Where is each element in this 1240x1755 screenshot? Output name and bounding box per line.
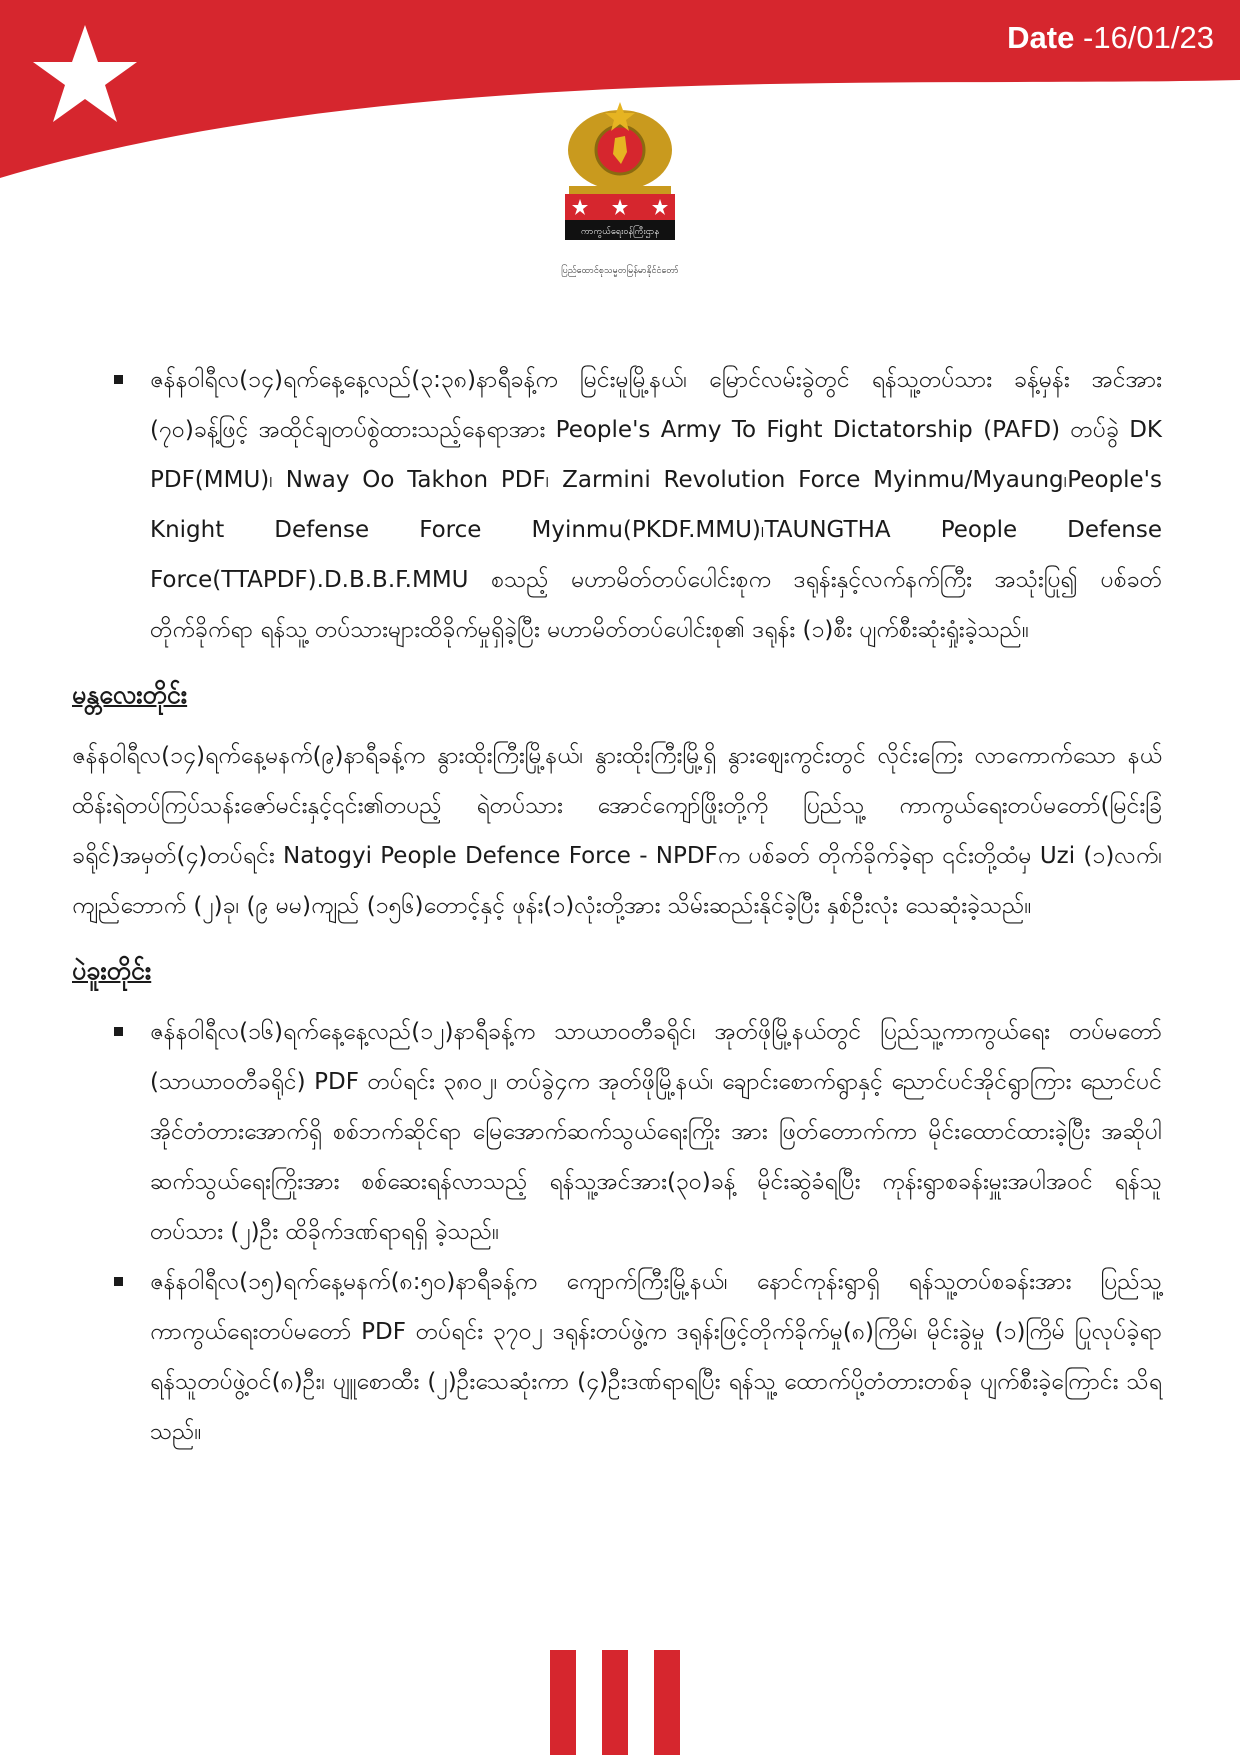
bullet-icon xyxy=(114,1277,123,1286)
bullet-icon xyxy=(114,1027,123,1036)
footer-stripe xyxy=(550,1650,576,1755)
bulletin-body xyxy=(72,355,1162,1457)
section-heading: မန္တလေးတိုင်း xyxy=(72,680,188,709)
bullet-icon xyxy=(114,375,123,384)
footer-stripe xyxy=(654,1650,680,1755)
ministry-emblem xyxy=(555,100,685,285)
list-item-text: ဇန်နဝါရီလ(၁၆)ရက်နေ့နေ့လည်(၁၂)နာရီခန့်က သာယာဝတီခရိုင်၊ အုတ်ဖိုမြို့နယ်တွင် ပြည်သူ့ကာကွယ်ရေး တပ်မတော် (သာယာဝတီခရိုင်) PDF တပ်ရင်း ၃၈၀၂၊ တပ်ခွဲ၄က အုတ်ဖိုမြို့နယ်၊ ချောင်းစောက်ရွာနှင့် ညောင်ပင်အိုင်ရွာကြား ညောင်ပင်အိုင်တံတားအောက်ရှိ စစ်ဘက်ဆိုင်ရာ မြေအောက်ဆက်သွယ်ရေးကြိုး အား ဖြတ်တောက်ကာ မိုင်းထောင်ထားခဲ့ပြီး အဆိုပါ ဆက်သွယ်ရေးကြိုးအား စစ်ဆေးရန်လာသည့် ရန်သူ့အင်အား(၃၀)ခန့် မိုင်းဆွဲခံရပြီး ကုန်းရွာစခန်းမှူးအပါအဝင် ရန်သူတပ်သား (၂)ဦး ထိခိုက်ဒဏ်ရာရရှိ ခဲ့သည်။ xyxy=(150,1019,1162,1245)
list-item xyxy=(72,1007,1162,1257)
footer-stripes xyxy=(550,1650,680,1755)
date-value: -16/01/23 xyxy=(1083,20,1214,55)
section-heading: ပဲခူးတိုင်း xyxy=(72,956,152,985)
emblem-caption: ပြည်ထောင်စုသမ္မတမြန်မာနိုင်ငံတော် xyxy=(561,266,679,276)
list-item-text: ဇန်နဝါရီလ(၁၄)ရက်နေ့နေ့လည်(၃:၃၈)နာရီခန့်က မြင်းမူမြို့နယ်၊ မြောင်လမ်းခွဲတွင် ရန်သူ့တပ်သား ခန့်မှန်း အင်အား (၇၀)ခန့်ဖြင့် အထိုင်ချတပ်စွဲထားသည့်နေရာအား People's Army To Fight Dictatorship (PAFD) တပ်ခွဲ DK PDF(MMU)၊ Nway Oo Takhon PDF၊ Zarmini Revolution Force Myinmu/Myaung၊People's Knight Defense Force Myinmu(PKDF.MMU)၊TAUNGTHA People Defense Force(TTAPDF).D.B.B.F.MMU စသည့် မဟာမိတ်တပ်ပေါင်းစုက ဒရုန်းနှင့်လက်နက်ကြီး အသုံးပြု၍ ပစ်ခတ်တိုက်ခိုက်ရာ ရန်သူ့ တပ်သားများထိခိုက်မှုရှိခဲ့ပြီး မဟာမိတ်တပ်ပေါင်းစု၏ ဒရုန်း (၁)စီး ပျက်စီးဆုံးရှုံးခဲ့သည်။ xyxy=(150,367,1162,643)
list-item xyxy=(72,1257,1162,1457)
date-label: Date xyxy=(1007,20,1075,55)
list-item xyxy=(72,355,1162,655)
footer-stripe xyxy=(602,1650,628,1755)
emblem-banner: ကာကွယ်ရေးဝန်ကြီးဌာန xyxy=(580,227,660,237)
date-line xyxy=(1007,20,1214,56)
list-item-text: ဇန်နဝါရီလ(၁၅)ရက်နေ့မနက်(၈:၅၀)နာရီခန့်က ကျောက်ကြီးမြို့နယ်၊ နောင်ကုန်းရွာရှိ ရန်သူ့တပ်စခန်းအား ပြည်သူ့ကာကွယ်ရေးတပ်မတော် PDF တပ်ရင်း ၃၇၀၂ ဒရုန်းတပ်ဖွဲ့က ဒရုန်းဖြင့်တိုက်ခိုက်မှု(၈)ကြိမ်၊ မိုင်းခွဲမှု (၁)ကြိမ် ပြုလုပ်ခဲ့ရာ ရန်သူတပ်ဖွဲ့ဝင်(၈)ဦး၊ ပျူစောထီး (၂)ဦးသေဆုံးကာ (၄)ဦးဒဏ်ရာရပြီး ရန်သူ့ ထောက်ပို့တံတားတစ်ခု ပျက်စီးခဲ့ကြောင်း သိရသည်။ xyxy=(150,1269,1162,1445)
state-seal-icon xyxy=(555,100,685,260)
section-paragraph: ဇန်နဝါရီလ(၁၄)ရက်နေ့မနက်(၉)နာရီခန့်က နွားထိုးကြီးမြို့နယ်၊ နွားထိုးကြီးမြို့ရှိ နွားဈေးကွင်းတွင် လိုင်းကြေး လာကောက်သော နယ်ထိန်းရဲတပ်ကြပ်သန်းဇော်မင်းနှင့်၎င်း၏တပည့် ရဲတပ်သား အောင်ကျော်ဖြိုးတို့ကို ပြည်သူ့ ကာကွယ်ရေးတပ်မတော်(မြင်းခြံခရိုင်)အမှတ်(၄)တပ်ရင်း Natogyi People Defence Force - NPDFက ပစ်ခတ် တိုက်ခိုက်ခဲ့ရာ ၎င်းတို့ထံမှ Uzi (၁)လက်၊ ကျည်ဘောက် (၂)ခု၊ (၉ မမ)ကျည် (၁၅၆)တောင့်နှင့် ဖုန်း(၁)လုံးတို့အား သိမ်းဆည်းနိုင်ခဲ့ပြီး နှစ်ဦးလုံး သေဆုံးခဲ့သည်။ xyxy=(72,743,1162,919)
